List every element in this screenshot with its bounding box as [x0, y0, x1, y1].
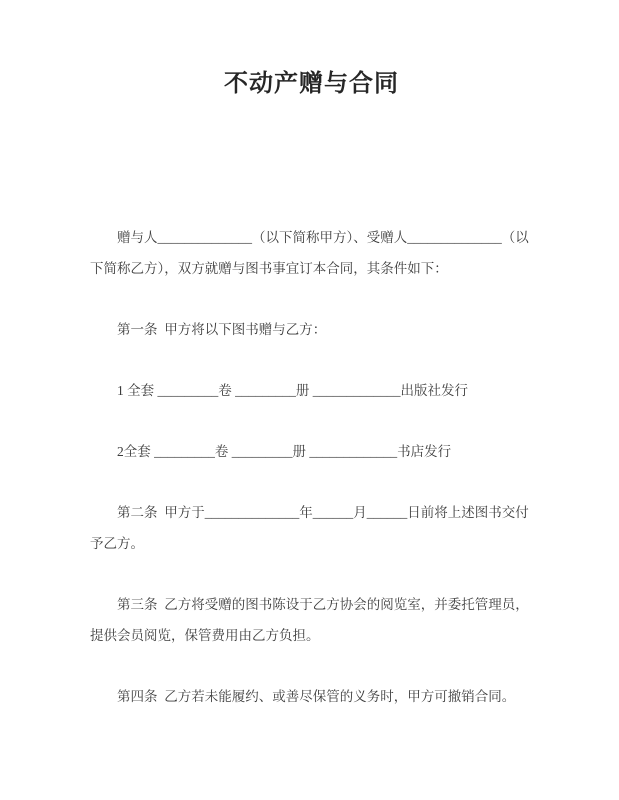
clause-4: 第四条 乙方若未能履约、或善尽保管的义务时，甲方可撤销合同。 [117, 689, 516, 704]
clause-1: 第一条 甲方将以下图书赠与乙方： [117, 322, 327, 337]
gift-item-2: 2全套 _________卷 _________册 _____________书店发行 [117, 444, 452, 459]
document-title: 不动产赠与合同 [224, 70, 399, 97]
gift-item-1: 1 全套 _________卷 _________册 _____________出版社发行 [117, 383, 468, 398]
clause-3: 第三条 乙方将受赠的图书陈设于乙方协会的阅览室，并委托管理员，提供会员阅览，保管费用由乙方负担。 [90, 597, 529, 643]
paragraph-parties: 赠与人______________（以下简称甲方）、受赠人______________（以下简称乙方），双方就赠与图书事宜订本合同，其条件如下： [90, 230, 529, 276]
clause-2: 第二条 甲方于______________年______月______日前将上述图书交付予乙方。 [90, 505, 529, 551]
